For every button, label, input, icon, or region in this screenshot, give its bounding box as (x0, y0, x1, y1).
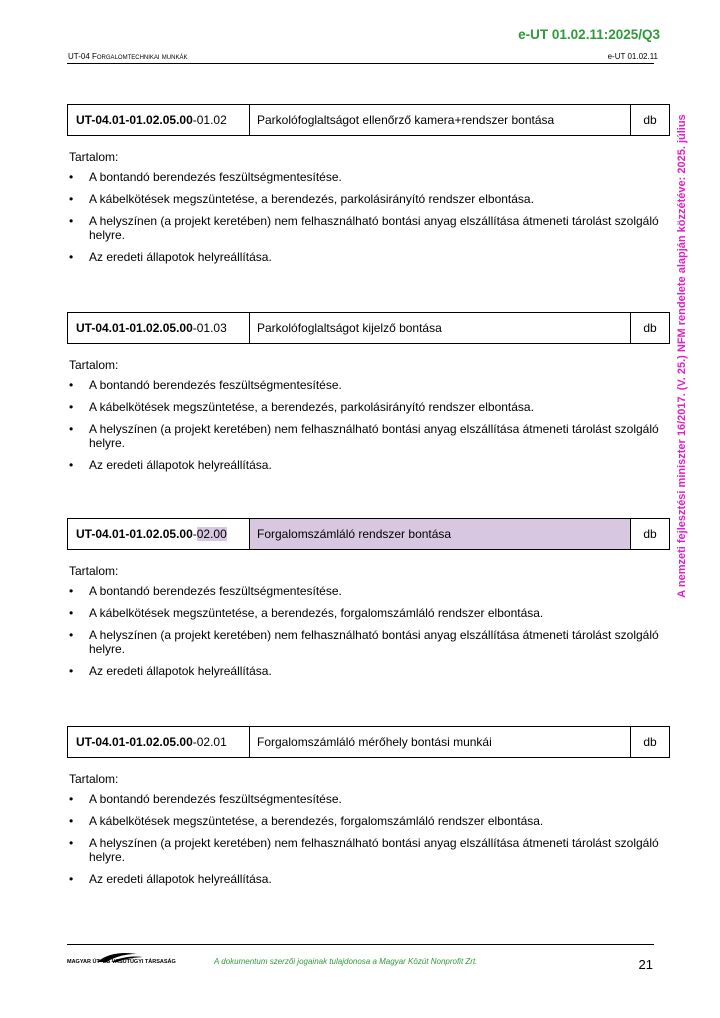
list-item: • A kábelkötések megszüntetése, a berendezés, parkolásirányító rendszer elbontása. (67, 192, 670, 206)
list-item: • Az eredeti állapotok helyreállítása. (67, 664, 670, 678)
contents-label: Tartalom: (69, 564, 119, 578)
footer-rule (67, 944, 654, 945)
contents-list (67, 170, 670, 264)
item-code-table (67, 726, 670, 758)
item-code-table (67, 104, 670, 136)
copyright-note: A dokumentum szerzői jogainak tulajdonosa a Magyar Közút Nonprofit Zrt. (214, 957, 478, 966)
item-code-suffix: -02.01 (192, 735, 227, 749)
item-code (68, 313, 250, 343)
list-item: • A helyszínen (a projekt keretében) nem felhasználható bontási anyag elszállítása átmeneti tárolást szolgáló helyre. (67, 836, 670, 864)
contents-list (67, 378, 670, 472)
header-left: UT-04 Forgalomtechnikai munkák (68, 52, 188, 61)
list-item: • A helyszínen (a projekt keretében) nem felhasználható bontási anyag elszállítása átmeneti tárolást szolgáló helyre. (67, 422, 670, 450)
header-rule (67, 63, 654, 64)
item-code-table (67, 518, 670, 550)
list-item: • A kábelkötések megszüntetése, a berendezés, parkolásirányító rendszer elbontása. (67, 400, 670, 414)
list-item: • A kábelkötések megszüntetése, a berendezés, forgalomszámláló rendszer elbontása. (67, 814, 670, 828)
side-publication-note: A nemzeti fejlesztési miniszter 16/2017. (V. 25.) NFM rendelete alapján közzétéve: 2025. július (676, 114, 688, 598)
item-block (67, 726, 670, 894)
item-code-suffix-highlighted: 02.00 (196, 527, 227, 541)
item-code-main: UT-04.01-01.02.05.00 (76, 321, 193, 335)
item-title: Parkolófoglaltságot kijelző bontása (250, 313, 631, 343)
list-item: • Az eredeti állapotok helyreállítása. (67, 458, 670, 472)
item-code-main: UT-04.01-01.02.05.00 (76, 735, 193, 749)
item-block (67, 312, 670, 480)
list-item: • A kábelkötések megszüntetése, a berendezés, forgalomszámláló rendszer elbontása. (67, 606, 670, 620)
list-item: • A bontandó berendezés feszültségmentesítése. (67, 378, 670, 392)
item-code-main: UT-04.01-01.02.05.00 (76, 527, 193, 541)
header-right: e-UT 01.02.11 (607, 52, 658, 61)
list-item: • Az eredeti állapotok helyreállítása. (67, 872, 670, 886)
list-item: • A helyszínen (a projekt keretében) nem felhasználható bontási anyag elszállítása átmeneti tárolást szolgáló helyre. (67, 214, 670, 242)
contents-label: Tartalom: (69, 150, 119, 164)
page-number: 21 (638, 957, 653, 972)
item-code-table (67, 312, 670, 344)
item-unit: db (643, 527, 657, 541)
contents-label: Tartalom: (69, 772, 119, 786)
item-code-main: UT-04.01-01.02.05.00 (76, 113, 193, 127)
item-code-sep: - (192, 527, 197, 541)
item-title: Parkolófoglaltságot ellenőrző kamera+rendszer bontása (250, 105, 631, 135)
item-block (67, 104, 670, 272)
list-item: • A bontandó berendezés feszültségmentesítése. (67, 584, 670, 598)
item-unit: db (643, 113, 657, 127)
item-block (67, 518, 670, 686)
item-code (68, 519, 250, 549)
item-unit: db (643, 321, 657, 335)
contents-list (67, 584, 670, 678)
list-item: • A bontandó berendezés feszültségmentesítése. (67, 792, 670, 806)
list-item: • Az eredeti állapotok helyreállítása. (67, 250, 670, 264)
item-title: Forgalomszámláló rendszer bontása (250, 519, 631, 549)
item-code (68, 727, 250, 757)
contents-label: Tartalom: (69, 358, 119, 372)
list-item: • A helyszínen (a projekt keretében) nem felhasználható bontási anyag elszállítása átmeneti tárolást szolgáló helyre. (67, 628, 670, 656)
list-item: • A bontandó berendezés feszültségmentesítése. (67, 170, 670, 184)
document-code: e-UT 01.02.11:2025/Q3 (518, 27, 660, 42)
item-code (68, 105, 250, 135)
item-code-suffix: -01.02 (192, 113, 227, 127)
item-code-suffix: -01.03 (192, 321, 227, 335)
item-title: Forgalomszámláló mérőhely bontási munkái (250, 727, 631, 757)
company-logo-text: MAGYAR ÚT- ÉS VASÚTÜGYI TÁRSASÁG (67, 959, 176, 965)
item-unit: db (643, 735, 657, 749)
contents-list (67, 792, 670, 886)
